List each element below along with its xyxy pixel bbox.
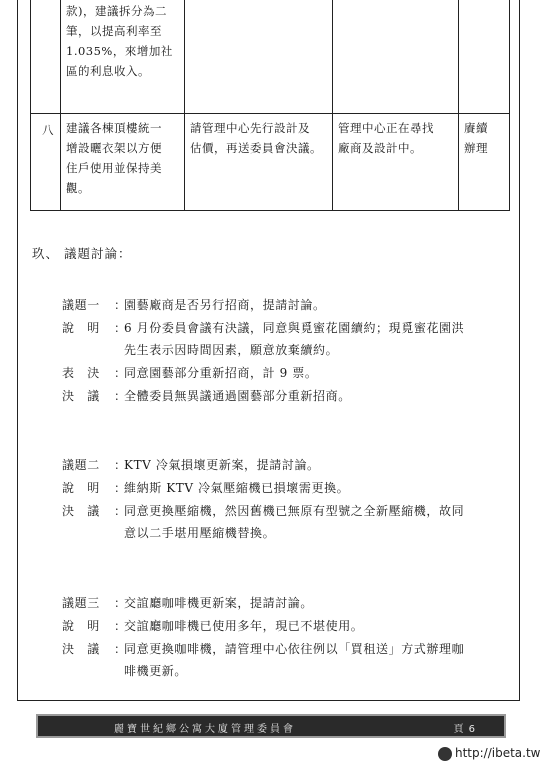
item-label: 說 明 bbox=[62, 619, 100, 633]
proposal-table bbox=[30, 0, 510, 211]
row-1-desc-line: 1.035%，來增加社 bbox=[66, 44, 173, 58]
topic-2-title: 議題二 ：KTV 冷氣損壞更新案，提請討論。 bbox=[62, 458, 320, 472]
item-text: 維納斯 KTV 冷氣壓縮機已損壞需更換。 bbox=[124, 481, 350, 495]
item-text: 同意更換咖啡機，請管理中心依往例以「買租送」方式辦理咖 bbox=[124, 642, 465, 656]
item-label: 議題二 bbox=[62, 458, 100, 472]
row-2-desc-line: 增設曬衣架以方便 bbox=[66, 141, 162, 155]
row-2-resolution-line: 估價，再送委員會決議。 bbox=[190, 141, 322, 155]
item-text: 園藝廠商是否另行招商，提請討論。 bbox=[124, 298, 326, 312]
item-label: 議題三 bbox=[62, 596, 100, 610]
section-title: 玖、 議題討論： bbox=[32, 246, 132, 261]
item-text: 交誼廳咖啡機已使用多年，現已不堪使用。 bbox=[124, 619, 364, 633]
topic-1-title: 議題一 ：園藝廠商是否另行招商，提請討論。 bbox=[62, 298, 326, 312]
topic-1-explanation: 說 明 ：6 月份委員會議有決議，同意與覓蜜花園續約；現覓蜜花園洪 bbox=[62, 321, 465, 335]
row-1-desc-line: 筆，以提高利率至 bbox=[66, 24, 162, 38]
row-2-description bbox=[66, 118, 186, 198]
row-2-execution-line: 管理中心正在尋找 bbox=[338, 121, 434, 135]
topic-2-resolution-continued: 意以二手堪用壓縮機替換。 bbox=[124, 526, 276, 540]
row-2-status-line: 賡續 bbox=[464, 121, 488, 135]
item-label: 議題一 bbox=[62, 298, 100, 312]
row-1-description bbox=[66, 1, 186, 81]
row-2-resolution bbox=[190, 118, 330, 158]
watermark bbox=[438, 746, 541, 761]
topic-2-resolution: 決 議 ：同意更換壓縮機，然因舊機已無原有型號之全新壓縮機，故同 bbox=[62, 504, 465, 518]
row-2-desc-line: 建議各棟頂樓統一 bbox=[66, 121, 162, 135]
row-2-desc-line: 住戶使用並保持美 bbox=[66, 161, 162, 175]
page-number: 頁 6 bbox=[453, 724, 476, 735]
frame-bottom-border bbox=[17, 700, 520, 701]
watermark-text: http://ibeta.tw bbox=[455, 746, 541, 760]
item-label: 決 議 bbox=[62, 642, 100, 656]
row-2-number: 八 bbox=[42, 123, 54, 137]
item-text: 同意園藝部分重新招商，計 9 票。 bbox=[124, 366, 318, 380]
topic-1-resolution: 決 議 ：全體委員無異議通過園藝部分重新招商。 bbox=[62, 389, 351, 403]
item-text: 同意更換壓縮機，然因舊機已無原有型號之全新壓縮機，故同 bbox=[124, 504, 465, 518]
footer-title: 麗寶世紀鄉公寓大廈管理委員會 bbox=[114, 724, 296, 735]
item-label: 說 明 bbox=[62, 321, 100, 335]
topic-1-explanation-continued: 先生表示因時間因素，願意放棄續約。 bbox=[124, 343, 339, 357]
item-label: 決 議 bbox=[62, 504, 100, 518]
item-text: 全體委員無異議通過園藝部分重新招商。 bbox=[124, 389, 351, 403]
row-2-status-line: 辦理 bbox=[464, 141, 488, 155]
row-2-execution bbox=[338, 118, 456, 158]
row-1-desc-line: 區的利息收入。 bbox=[66, 64, 150, 78]
item-text: 6 月份委員會議有決議，同意與覓蜜花園續約；現覓蜜花園洪 bbox=[124, 321, 465, 335]
item-label: 決 議 bbox=[62, 389, 100, 403]
topic-3-resolution-continued: 啡機更新。 bbox=[124, 664, 188, 678]
row-2-status bbox=[464, 118, 504, 158]
page-footer bbox=[36, 714, 506, 738]
row-1-desc-line: 款)，建議拆分為二 bbox=[66, 4, 167, 18]
item-text: 交誼廳咖啡機更新案，提請討論。 bbox=[124, 596, 314, 610]
row-2-resolution-line: 請管理中心先行設計及 bbox=[190, 121, 310, 135]
topic-1-vote: 表 決 ：同意園藝部分重新招商，計 9 票。 bbox=[62, 366, 318, 380]
row-2-desc-line: 觀。 bbox=[66, 181, 90, 195]
item-label: 說 明 bbox=[62, 481, 100, 495]
topic-3-explanation: 說 明 ：交誼廳咖啡機已使用多年，現已不堪使用。 bbox=[62, 619, 364, 633]
frame-right-border bbox=[519, 0, 520, 700]
item-text: KTV 冷氣損壞更新案，提請討論。 bbox=[124, 458, 320, 472]
watermark-logo-icon bbox=[438, 747, 452, 761]
row-2-execution-line: 廠商及設計中。 bbox=[338, 141, 422, 155]
topic-3-title: 議題三 ：交誼廳咖啡機更新案，提請討論。 bbox=[62, 596, 314, 610]
topic-3-resolution: 決 議 ：同意更換咖啡機，請管理中心依往例以「買租送」方式辦理咖 bbox=[62, 642, 465, 656]
item-label: 表 決 bbox=[62, 366, 100, 380]
frame-left-border bbox=[17, 0, 18, 700]
topic-2-explanation: 說 明 ：維納斯 KTV 冷氣壓縮機已損壞需更換。 bbox=[62, 481, 350, 495]
